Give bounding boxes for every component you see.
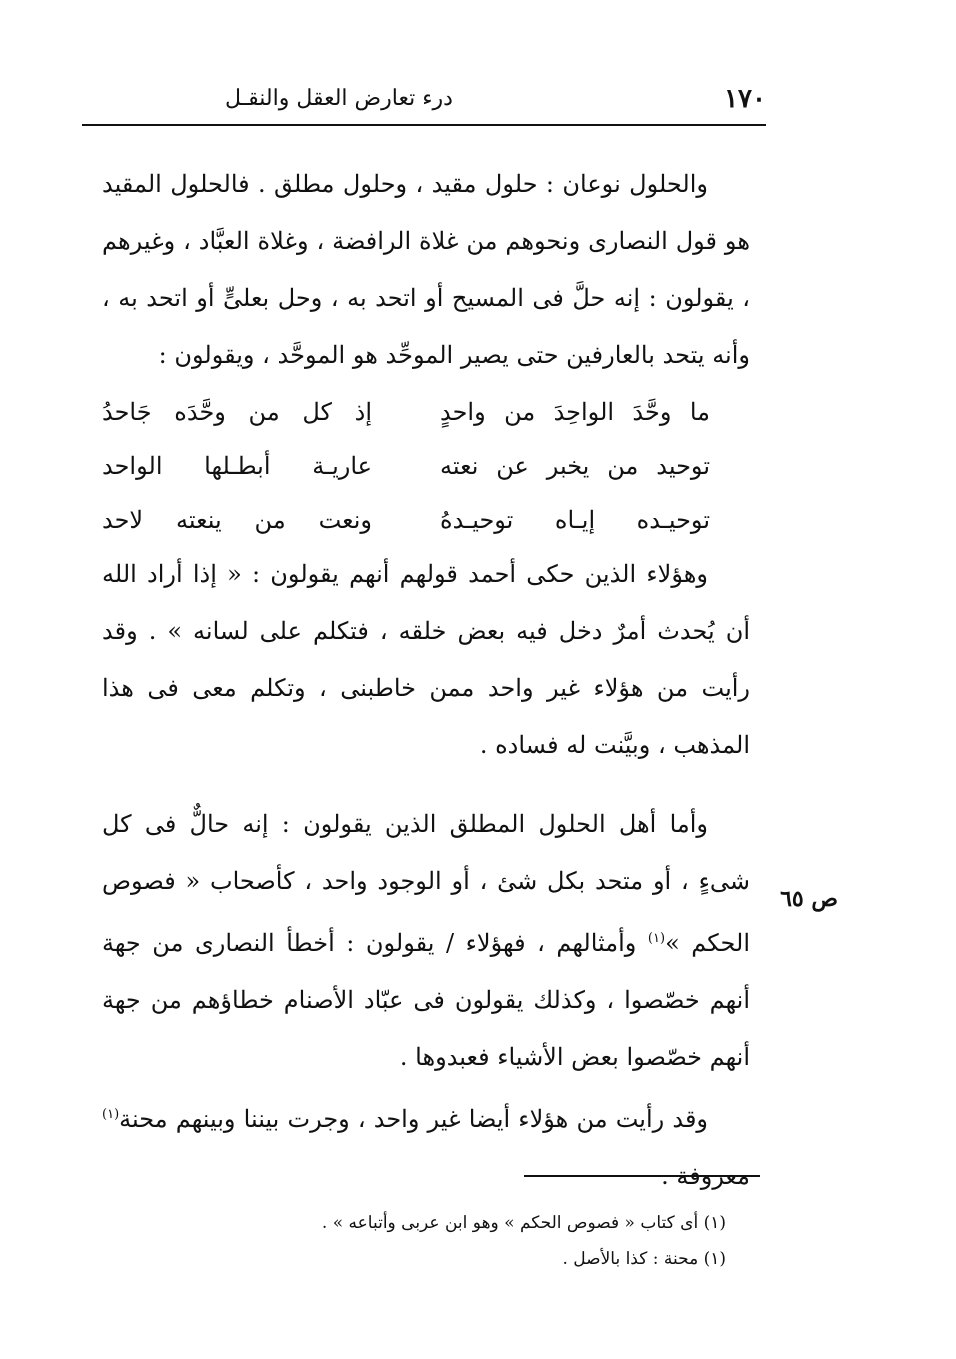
paragraph-1: والحلول نوعان : حلول مقيد ، وحلول مطلق . فالحلول المقيد هو قول النصارى ونحوهم من غلاة الرافضة ، وغلاة العبَّاد ، وغيرهم ، يقولون : إنه حلَّ فى المسيح أو اتحد به ، وحل بعلىٍّ أو اتحد به ، وأنه يتحد بالعارفين حتى يصير الموحِّد هو الموحَّد ، ويقولون :: [102, 170, 750, 369]
footnote-ref-1[interactable]: (١): [647, 931, 666, 946]
paragraph-4-text-a: وقد رأيت من هؤلاء أيضا غير واحد ، وجرت بيننا وبينهم محنة: [119, 1105, 708, 1133]
paragraph-3-text-a: وأما أهل الحلول المطلق الذين يقولون : إنه حالٌّ فى كل شىءٍ ، أو متحد بكل شئ ، أو الوجود واحد ، كأصحاب « فصوص الحكم »: [102, 810, 750, 957]
poem: [102, 384, 750, 546]
paragraph-2: وهؤلاء الذين حكى أحمد قولهم أنهم يقولون : « إذا أراد الله أن يُحدث أمرٌ دخل فيه بعض خلقه ، فتكلم على لسانه » . وقد رأيت من هؤلاء غير واحد ممن خاطبنى ، وتكلم معى فى هذا المذهب ، وبيَّنت له فساده .: [102, 560, 750, 759]
poem-verse-1: [102, 384, 750, 438]
verse-2-second-hemistich: عاريـة أبطـلها الواحد: [102, 452, 372, 480]
footnote-divider: [524, 1175, 760, 1177]
footnote-1: (١) أى كتاب « فصوص الحكم » وهو ابن عربى وأتباعه » .: [321, 1213, 726, 1233]
margin-page-reference: ص ٦٥: [780, 886, 838, 912]
running-title: درء تعارض العقل والنقـل: [225, 86, 453, 111]
verse-2-first-hemistich: توحيد من يخبر عن نعته: [440, 452, 710, 480]
body-text: [102, 156, 750, 1205]
paragraph-4: [102, 1086, 750, 1205]
paragraph-3-text-b: وأمثالهم ، فهؤلاء / يقولون : أخطأ النصارى من جهة أنهم خصّصوا ، وكذلك يقولون فى عبّاد الأصنام خطاؤهم من جهة أنهم خصّصوا بعض الأشياء فعبدوها .: [102, 929, 750, 1071]
poem-verse-3: [102, 492, 750, 546]
paragraph-3: [102, 796, 750, 1086]
page-header: [82, 84, 766, 126]
page-number: ١٧٠: [724, 84, 766, 114]
verse-1-first-hemistich: ما وحَّدَ الواحِدَ من واحدٍ: [440, 398, 710, 426]
paragraph-4-text-b: معروفة .: [661, 1162, 750, 1190]
footnote-ref-2[interactable]: (١): [102, 1107, 120, 1122]
verse-1-second-hemistich: إذ كل من وحَّدَه جَاحدُ: [102, 398, 372, 426]
poem-verse-2: [102, 438, 750, 492]
footnote-2: (١) محنة : كذا بالأصل .: [562, 1249, 726, 1269]
verse-3-first-hemistich: توحيـده إيـاه توحيـدهُ: [440, 506, 710, 534]
footnotes: [120, 1205, 726, 1277]
verse-3-second-hemistich: ونعت من ينعته لاحد: [102, 506, 372, 534]
